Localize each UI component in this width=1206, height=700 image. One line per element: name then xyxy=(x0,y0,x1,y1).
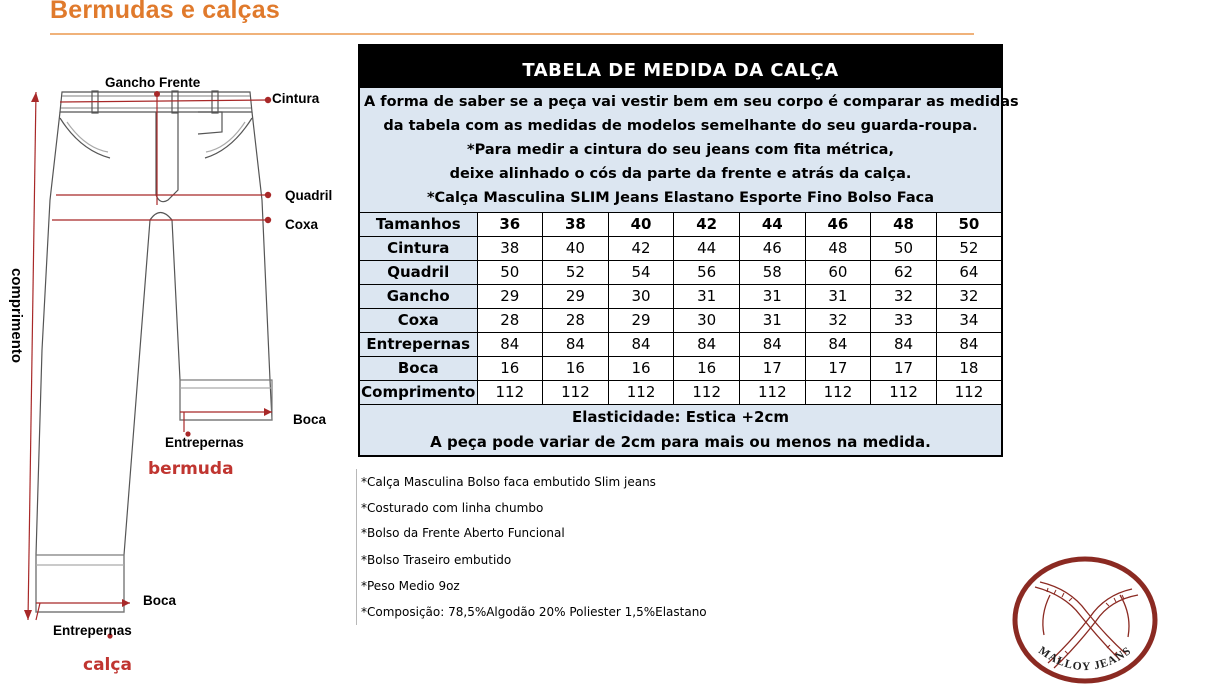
pants-illustration xyxy=(0,40,350,700)
table-cell: 62 xyxy=(871,261,937,285)
table-cell: 84 xyxy=(477,333,543,357)
cintura-marker xyxy=(265,97,271,103)
table-cell: 38 xyxy=(477,237,543,261)
row-label: Quadril xyxy=(359,261,477,285)
table-cell: 84 xyxy=(740,333,806,357)
table-cell: 17 xyxy=(740,357,806,381)
label-boca-bermuda: Boca xyxy=(293,412,327,427)
label-calca: calça xyxy=(83,655,132,675)
table-row xyxy=(359,333,1002,357)
label-comprimento: comprimento xyxy=(8,268,25,364)
table-cell: 31 xyxy=(740,285,806,309)
row-label: Gancho xyxy=(359,285,477,309)
table-cell: 84 xyxy=(871,333,937,357)
variation-note: A peça pode variar de 2cm para mais ou menos na medida. xyxy=(430,433,931,451)
coxa-marker xyxy=(265,217,271,223)
table-cell: 17 xyxy=(805,357,871,381)
table-cell: 31 xyxy=(740,309,806,333)
table-cell: 33 xyxy=(871,309,937,333)
table-cell: 30 xyxy=(608,285,674,309)
label-gancho-frente: Gancho Frente xyxy=(105,75,201,90)
gancho-marker xyxy=(154,91,160,97)
table-cell: 112 xyxy=(543,381,609,405)
table-cell: 50 xyxy=(871,237,937,261)
table-cell: 112 xyxy=(805,381,871,405)
row-label: Boca xyxy=(359,357,477,381)
size-header-label: Tamanhos xyxy=(359,213,477,237)
table-cell: 112 xyxy=(674,381,740,405)
product-notes xyxy=(356,469,777,625)
table-title: TABELA DE MEDIDA DA CALÇA xyxy=(359,54,1002,88)
label-bermuda: bermuda xyxy=(148,459,234,479)
table-cell: 60 xyxy=(805,261,871,285)
size-header-cell: 46 xyxy=(805,213,871,237)
table-cell: 64 xyxy=(936,261,1002,285)
table-cell: 29 xyxy=(477,285,543,309)
table-cell: 40 xyxy=(543,237,609,261)
table-cell: 32 xyxy=(871,285,937,309)
quadril-marker xyxy=(265,192,271,198)
table-cell: 112 xyxy=(936,381,1002,405)
table-cell: 16 xyxy=(543,357,609,381)
table-cell: 84 xyxy=(543,333,609,357)
table-row xyxy=(359,381,1002,405)
size-header-cell: 42 xyxy=(674,213,740,237)
size-header-cell: 50 xyxy=(936,213,1002,237)
elasticity-note: Elasticidade: Estica +2cm xyxy=(571,408,790,426)
table-row xyxy=(359,357,1002,381)
table-intro xyxy=(359,88,1019,213)
table-cell: 34 xyxy=(936,309,1002,333)
size-header-cell: 40 xyxy=(608,213,674,237)
table-cell: 56 xyxy=(674,261,740,285)
label-cintura: Cintura xyxy=(272,91,320,106)
label-entrepernas-bermuda: Entrepernas xyxy=(165,435,244,450)
measurement-table xyxy=(358,53,1019,457)
table-cell: 48 xyxy=(805,237,871,261)
table-cell: 84 xyxy=(674,333,740,357)
intro-line: *Para medir a cintura do seu jeans com fita métrica, xyxy=(467,142,894,158)
label-entrepernas-calca: Entrepernas xyxy=(53,623,132,638)
malloy-jeans-logo xyxy=(1010,555,1160,695)
size-header-row xyxy=(359,213,1002,237)
note-item: *Peso Medio 9oz xyxy=(361,579,460,593)
intro-line: *Calça Masculina SLIM Jeans Elastano Esporte Fino Bolso Faca xyxy=(426,190,935,206)
table-cell: 32 xyxy=(936,285,1002,309)
table-cell: 18 xyxy=(936,357,1002,381)
label-boca-calca: Boca xyxy=(143,593,177,608)
row-label: Entrepernas xyxy=(359,333,477,357)
label-quadril: Quadril xyxy=(285,188,333,203)
table-cell: 84 xyxy=(936,333,1002,357)
row-label: Comprimento xyxy=(359,381,477,405)
table-cell: 30 xyxy=(674,309,740,333)
header-divider xyxy=(50,33,974,35)
size-header-cell: 48 xyxy=(871,213,937,237)
table-row xyxy=(359,309,1002,333)
table-cell: 54 xyxy=(608,261,674,285)
intro-line: da tabela com as medidas de modelos semelhante do seu guarda-roupa. xyxy=(383,118,978,134)
table-cell: 44 xyxy=(674,237,740,261)
table-cell: 50 xyxy=(477,261,543,285)
table-cell: 29 xyxy=(608,309,674,333)
intro-line: deixe alinhado o cós da parte da frente e atrás da calça. xyxy=(449,166,912,182)
table-cell: 84 xyxy=(608,333,674,357)
table-cell: 52 xyxy=(543,261,609,285)
table-cell: 112 xyxy=(740,381,806,405)
table-row xyxy=(359,237,1002,261)
table-cell: 28 xyxy=(543,309,609,333)
table-cell: 58 xyxy=(740,261,806,285)
row-label: Coxa xyxy=(359,309,477,333)
table-footer xyxy=(359,405,1002,457)
table-cell: 31 xyxy=(805,285,871,309)
svg-text:MALLOY JEANS xyxy=(1036,645,1134,673)
note-item: *Composição: 78,5%Algodão 20% Poliester 1,5%Elastano xyxy=(361,605,707,619)
table-cell: 46 xyxy=(740,237,806,261)
table-cell: 16 xyxy=(477,357,543,381)
table-cell: 32 xyxy=(805,309,871,333)
table-cell: 16 xyxy=(674,357,740,381)
table-cell: 17 xyxy=(871,357,937,381)
table-cell: 28 xyxy=(477,309,543,333)
note-item: *Calça Masculina Bolso faca embutido Slim jeans xyxy=(361,475,656,489)
size-header-cell: 38 xyxy=(543,213,609,237)
size-header-cell: 36 xyxy=(477,213,543,237)
table-cell: 31 xyxy=(674,285,740,309)
logo-text: MALLOY JEANS xyxy=(1036,644,1134,674)
size-header-cell: 44 xyxy=(740,213,806,237)
table-row xyxy=(359,285,1002,309)
table-cell: 112 xyxy=(477,381,543,405)
table-cell: 42 xyxy=(608,237,674,261)
intro-line: A forma de saber se a peça vai vestir bem em seu corpo é comparar as medidas xyxy=(364,94,1019,110)
table-row xyxy=(359,261,1002,285)
note-item: *Bolso da Frente Aberto Funcional xyxy=(361,526,565,540)
table-cell: 16 xyxy=(608,357,674,381)
table-cell: 112 xyxy=(871,381,937,405)
note-item: *Costurado com linha chumbo xyxy=(361,501,544,515)
note-item: *Bolso Traseiro embutido xyxy=(361,553,512,567)
table-cell: 52 xyxy=(936,237,1002,261)
row-label: Cintura xyxy=(359,237,477,261)
label-coxa: Coxa xyxy=(285,217,319,232)
page-title: Bermudas e calças xyxy=(50,0,280,24)
table-cell: 29 xyxy=(543,285,609,309)
table-top-bar xyxy=(358,44,1003,53)
table-cell: 84 xyxy=(805,333,871,357)
measurement-table-wrapper xyxy=(358,44,1019,457)
table-cell: 112 xyxy=(608,381,674,405)
